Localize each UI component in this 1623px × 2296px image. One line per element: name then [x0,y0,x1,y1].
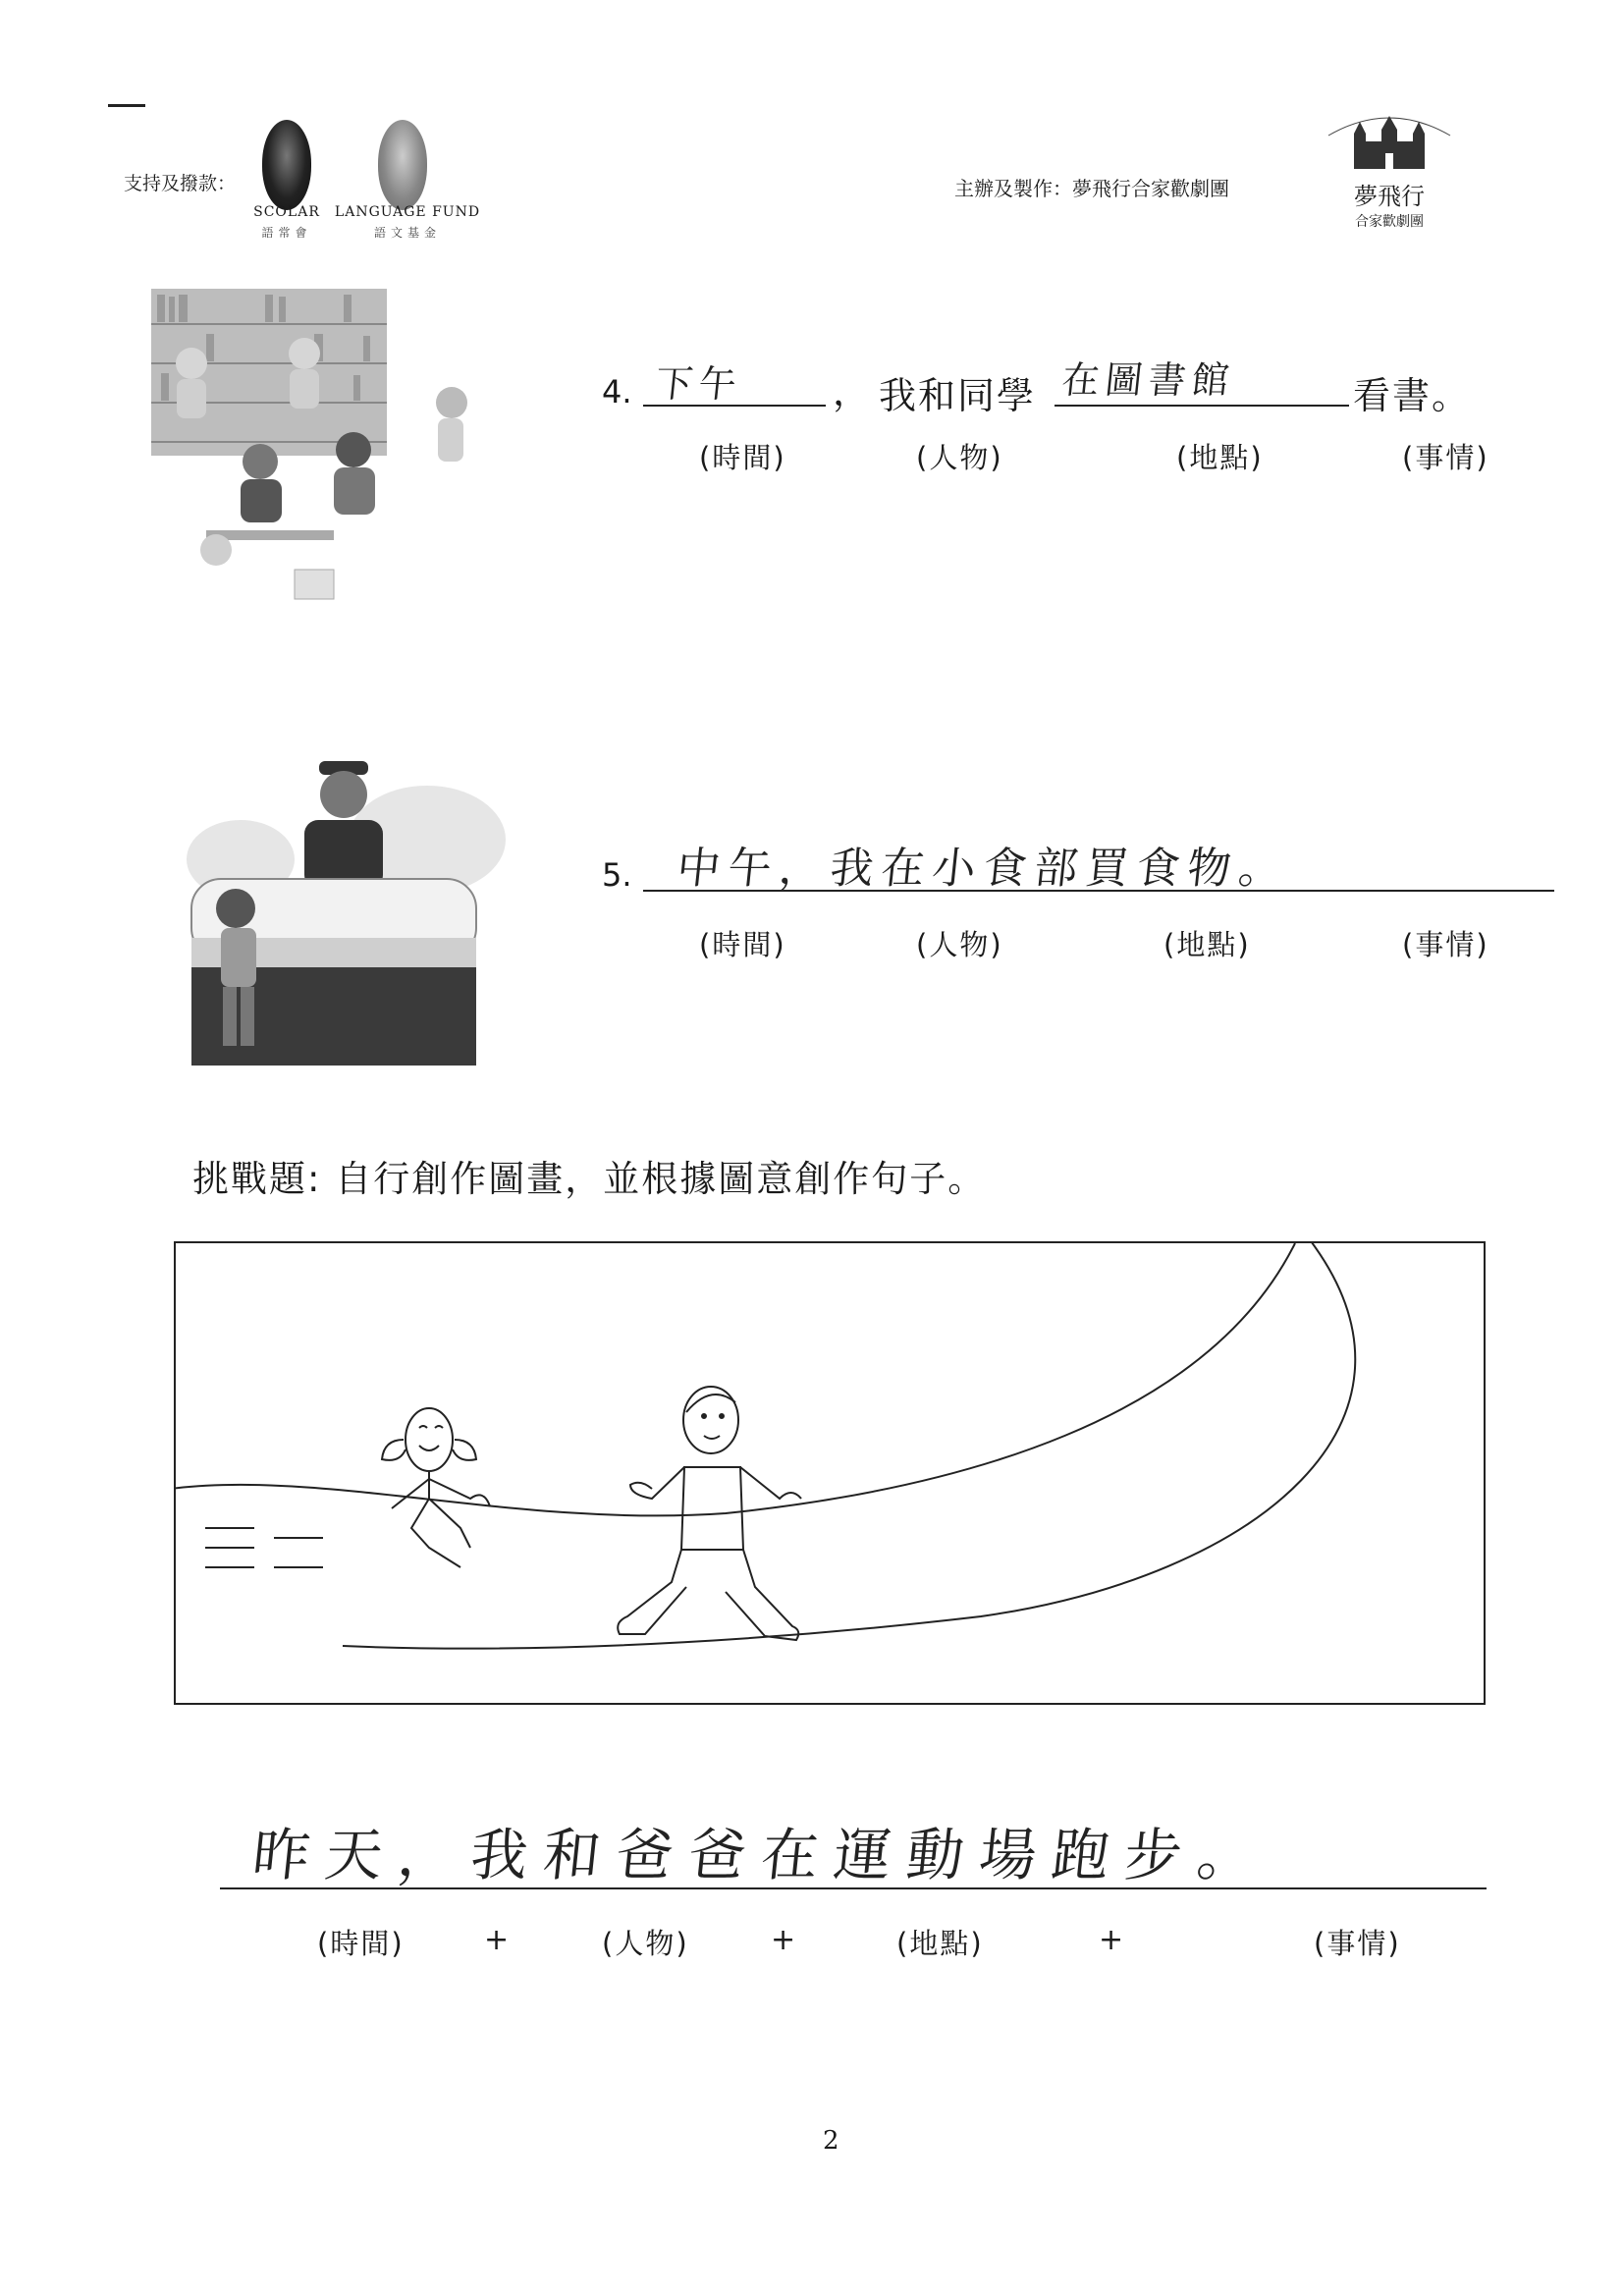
page-number: 2 [823,2126,839,2156]
theatre-logo-sub: 合家歡劇團 [1355,214,1424,230]
question-5-number: 5. [602,856,632,894]
q4-printed-middle: 我和同學 [879,374,1037,417]
q4-caption-event: (事情) [1402,441,1489,474]
q5-caption-event: (事情) [1402,928,1489,961]
scolar-caption: SCOLAR [253,204,320,220]
tuck-shop-illustration [182,751,515,1100]
q4-caption-person: (人物) [916,441,1003,474]
q4-place-underline [1055,405,1349,407]
library-illustration [147,285,491,619]
challenge-answer: 昨天，我和爸爸在運動場跑步。 [248,1822,1274,1888]
challenge-plus-2: + [771,1923,796,1957]
student-drawing-box [174,1241,1486,1705]
challenge-plus-1: + [484,1923,510,1957]
question-4-number: 4. [602,373,632,410]
scolar-logo [257,120,316,210]
q4-comma: ， [833,370,873,413]
sponsor-label: 支持及撥款： [124,173,237,194]
running-drawing [176,1243,1484,1703]
castle-icon [1321,108,1458,177]
challenge-caption-place: (地點) [896,1927,984,1960]
challenge-caption-event: (事情) [1314,1927,1401,1960]
q4-answer-time: 下午 [653,362,744,406]
scolar-emblem-icon [262,120,311,210]
challenge-plus-3: + [1099,1923,1124,1957]
q4-printed-end: 看書。 [1353,374,1472,417]
challenge-caption-time: (時間) [317,1927,405,1960]
q5-caption-place: (地點) [1163,928,1251,961]
top-left-mark [108,104,145,107]
q4-answer-place: 在圖書館 [1059,358,1237,402]
challenge-prompt: 挑戰題: 自行創作圖畫，並根據圖意創作句子。 [192,1158,987,1200]
language-fund-logo [373,120,432,210]
q5-caption-time: (時間) [699,928,786,961]
language-fund-emblem-icon [378,120,427,210]
language-fund-subcaption: 語文基金 [373,226,441,240]
q5-answer: 中午，我在小食部買食物。 [674,844,1293,894]
theatre-logo-text: 夢飛行 [1354,183,1425,210]
challenge-caption-person: (人物) [602,1927,689,1960]
organizer-label: 主辦及製作：夢飛行合家歡劇團 [954,177,1229,200]
scolar-subcaption: 語常會 [261,226,312,240]
q4-caption-place: (地點) [1176,441,1264,474]
theatre-wonderland-logo [1321,108,1458,230]
q4-caption-time: (時間) [699,441,786,474]
q5-caption-person: (人物) [916,928,1003,961]
language-fund-caption: LANGUAGE FUND [334,204,481,220]
